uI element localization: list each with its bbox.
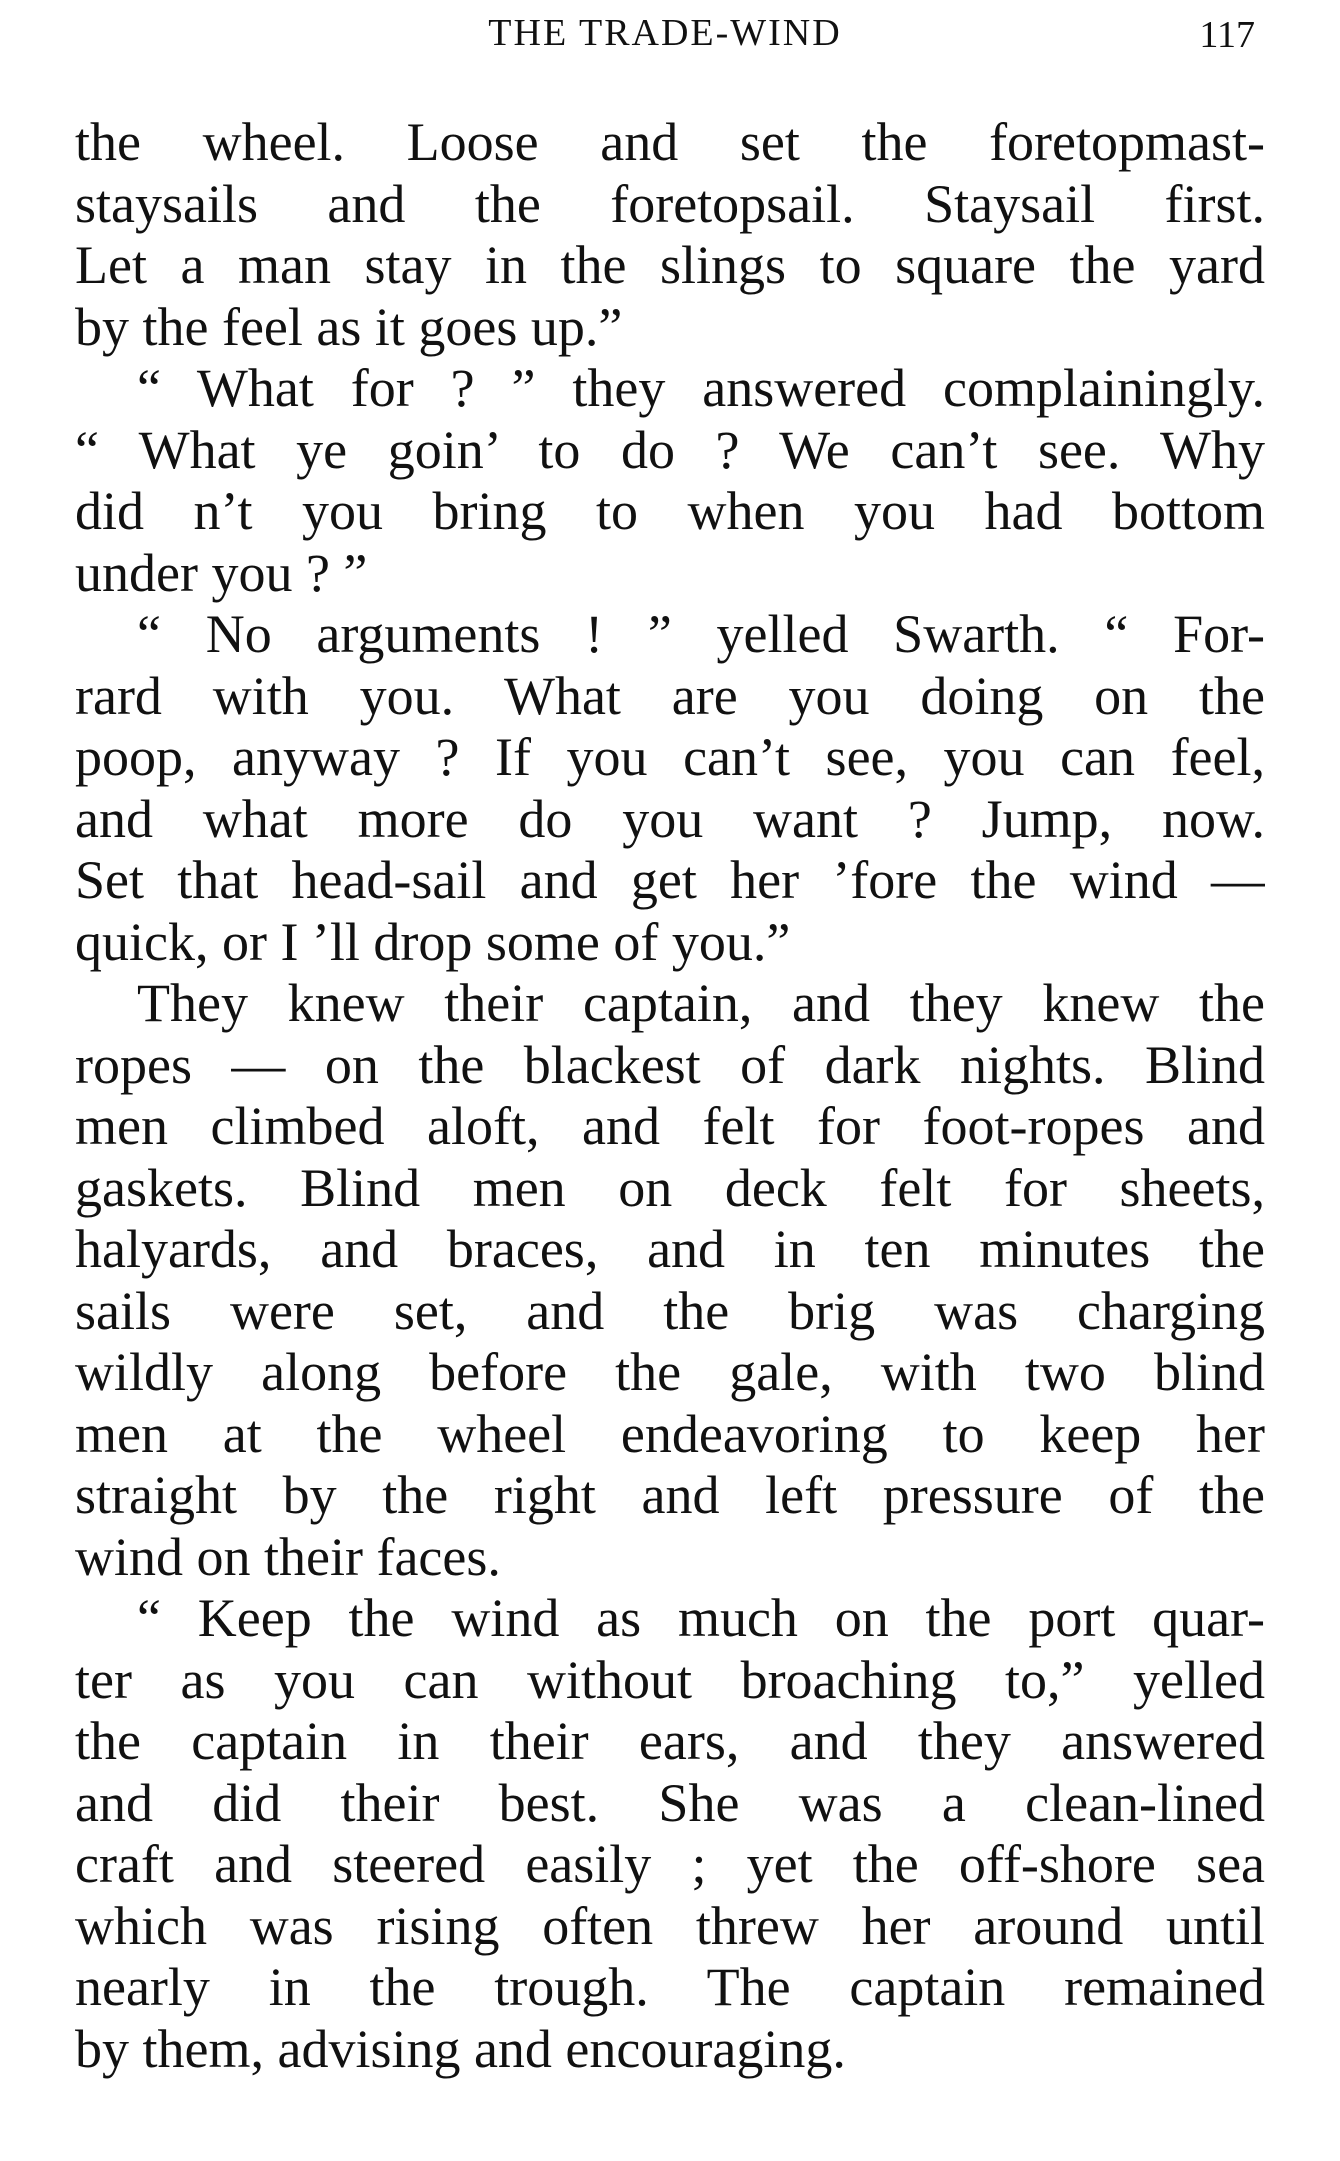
text-line: halyards, and braces, and in ten minutes the <box>75 1219 1265 1279</box>
text-line: staysails and the foretopsail. Staysail first. <box>75 173 1265 234</box>
text-line: by the feel as it goes up.” <box>75 296 623 357</box>
text-line: and did their best. She was a clean-lined <box>75 1772 1265 1833</box>
text-line: poop, anyway ? If you can’t see, you can feel, <box>75 727 1265 787</box>
text-line: Set that head-sail and get her ’fore the wind — <box>75 850 1265 910</box>
text-line: ropes — on the blackest of dark nights. Blind <box>75 1034 1265 1095</box>
text-line: wildly along before the gale, with two blind <box>75 1342 1265 1402</box>
text-line: sails were set, and the brig was charging <box>75 1280 1265 1341</box>
text-line: straight by the right and left pressure of the <box>75 1465 1265 1525</box>
text-line: They knew their captain, and they knew the <box>137 973 1265 1033</box>
text-line: under you ? ” <box>75 542 368 603</box>
running-head <box>75 8 1255 58</box>
text-line: gaskets. Blind men on deck felt for sheets, <box>75 1157 1265 1218</box>
running-title: THE TRADE-WIND <box>488 12 842 54</box>
body-text <box>75 112 1265 2080</box>
text-line: which was rising often threw her around until <box>75 1895 1265 1956</box>
text-line: wind on their faces. <box>75 1526 501 1587</box>
text-line: rard with you. What are you doing on the <box>75 665 1265 726</box>
text-line: ter as you can without broaching to,” yelled <box>75 1649 1265 1710</box>
text-line: men climbed aloft, and felt for foot-ropes and <box>75 1096 1265 1156</box>
text-line: men at the wheel endeavoring to keep her <box>75 1403 1265 1464</box>
text-line: “ Keep the wind as much on the port quar- <box>137 1588 1265 1648</box>
text-line: did n’t you bring to when you had bottom <box>75 481 1265 541</box>
text-line: by them, advising and encouraging. <box>75 2018 846 2079</box>
text-line: the wheel. Loose and set the foretopmast- <box>75 112 1265 172</box>
text-line: craft and steered easily ; yet the off-shore sea <box>75 1834 1265 1894</box>
text-line: and what more do you want ? Jump, now. <box>75 788 1265 849</box>
text-line: the captain in their ears, and they answered <box>75 1711 1265 1771</box>
text-line: Let a man stay in the slings to square the yard <box>75 235 1265 295</box>
text-line: quick, or I ’ll drop some of you.” <box>75 911 791 972</box>
text-line: “ What for ? ” they answered complainingly. <box>137 358 1265 418</box>
page-number: 117 <box>1199 14 1255 56</box>
text-line: “ What ye goin’ to do ? We can’t see. Why <box>75 419 1265 480</box>
text-line: “ No arguments ! ” yelled Swarth. “ For- <box>137 604 1265 664</box>
text-line: nearly in the trough. The captain remained <box>75 1957 1265 2017</box>
